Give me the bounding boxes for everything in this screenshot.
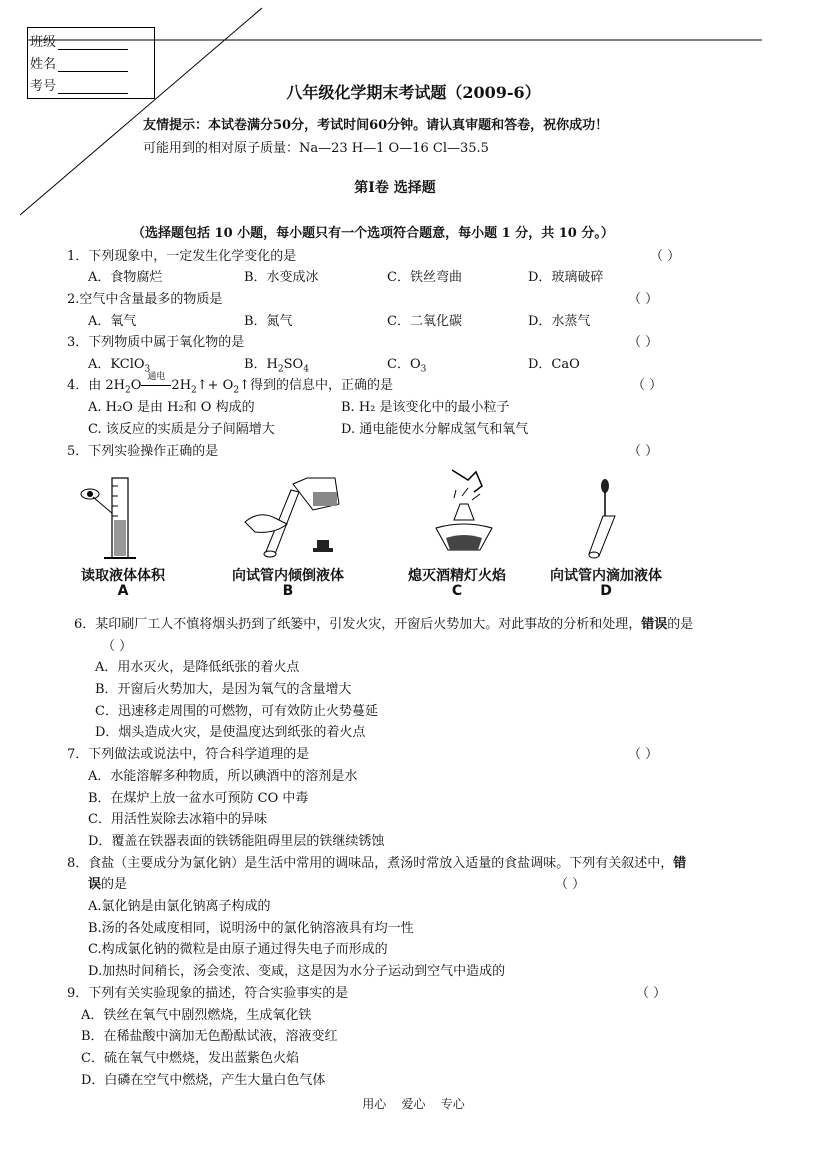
q8-option-d: D.加热时间稍长，汤会变浓、变咸，这是因为水分子运动到空气中造成的 xyxy=(88,964,506,979)
page-title: 八年级化学期末考试题（2009-6） xyxy=(286,83,541,102)
q8-stem-cont: 误的是 xyxy=(88,877,128,892)
q1-stem: 1．下列现象中，一定发生化学变化的是 xyxy=(67,249,297,264)
q7-option-b: B．在煤炉上放一盆水可预防 CO 中毒 xyxy=(88,791,309,806)
q1-option-d: D．玻璃破碎 xyxy=(528,270,604,285)
section-title: 第Ⅰ卷 选择题 xyxy=(354,180,436,196)
label-c: C xyxy=(451,583,463,599)
q6-option-a: A．用水灭火，是降低纸张的着火点 xyxy=(95,660,300,675)
q1-option-b: B．水变成冰 xyxy=(244,270,319,285)
caption-c: 熄灭酒精灯火焰 xyxy=(408,568,506,584)
q7-option-d: D．覆盖在铁器表面的铁锈能阻碍里层的铁继续锈蚀 xyxy=(88,834,385,849)
figure-dropper-test-tube xyxy=(585,476,625,560)
q2-answer-paren: （ ） xyxy=(628,292,659,307)
label-d: D xyxy=(600,583,612,599)
q3-answer-paren: （ ） xyxy=(628,335,659,350)
q2-stem: 2.空气中含量最多的物质是 xyxy=(67,292,223,307)
caption-d: 向试管内滴加液体 xyxy=(550,568,662,584)
q8-stem: 8．食盐（主要成分为氯化钠）是生活中常用的调味品，煮汤时常放入适量的食盐调味。下列有关叙述中，错 xyxy=(67,856,687,871)
q6-option-c: C．迅速移走周围的可燃物，可有效防止火势蔓延 xyxy=(95,704,378,719)
q1-answer-paren: （ ） xyxy=(650,249,681,264)
q2-option-b: B．氮气 xyxy=(244,314,293,329)
q2-option-d: D．水蒸气 xyxy=(528,314,591,329)
figure-graduated-cylinder xyxy=(78,472,148,564)
q7-option-a: A．水能溶解多种物质，所以碘酒中的溶剂是水 xyxy=(88,769,358,784)
name-field: 姓名 xyxy=(30,53,128,72)
q9-option-b: B．在稀盐酸中滴加无色酚酞试液，溶液变红 xyxy=(81,1029,338,1044)
q4-option-a: A. H₂O 是由 H₂和 O 构成的 xyxy=(88,400,255,415)
q8-option-c: C.构成氯化钠的微粒是由原子通过得失电子而形成的 xyxy=(88,942,388,957)
label-b: B xyxy=(282,583,294,599)
q5-answer-paren: （ ） xyxy=(628,444,659,459)
q7-option-c: C．用活性炭除去冰箱中的异味 xyxy=(88,812,267,827)
q9-option-a: A．铁丝在氧气中剧烈燃烧，生成氧化铁 xyxy=(81,1008,312,1023)
q4-condition: 通电 xyxy=(147,372,166,382)
q3-option-d: D．CaO xyxy=(528,357,580,372)
instructions: （选择题包括 10 小题，每小题只有一个选项符合题意，每小题 1 分，共 10 分。） xyxy=(132,226,614,241)
q4-option-d: D. 通电能使水分解成氢气和氧气 xyxy=(341,422,529,437)
q1-option-c: C．铁丝弯曲 xyxy=(387,270,462,285)
q7-answer-paren: （ ） xyxy=(628,747,659,762)
q4-stem: 4．由 $2H_2O$ 通电 $2H_2↑+$ $O_2↑$得到的信息中，正确的是 xyxy=(67,374,393,396)
q3-stem: 3．下列物质中属于氧化物的是 xyxy=(67,335,245,350)
figure-pouring-liquid xyxy=(235,470,355,560)
q9-option-c: C．硫在氧气中燃烧，发出蓝紫色火焰 xyxy=(81,1051,299,1066)
q8-option-a: A.氯化钠是由氯化钠离子构成的 xyxy=(88,899,271,914)
q2-option-a: A．氧气 xyxy=(88,314,137,329)
q8-answer-paren: （ ） xyxy=(555,877,586,892)
q7-stem: 7．下列做法或说法中，符合科学道理的是 xyxy=(67,747,310,762)
caption-a: 读取液体体积 xyxy=(81,568,165,584)
q3-option-c: C．$O_3$ xyxy=(387,357,427,375)
page-footer: 用心 爱心 专心 xyxy=(362,1097,465,1111)
q2-option-c: C．二氧化碳 xyxy=(387,314,462,329)
q3-option-a: A．KClO$_3$ xyxy=(88,357,151,375)
tip-text: 友情提示：本试卷满分50分，考试时间60分钟。请认真审题和答卷，祝你成功！ xyxy=(143,118,609,133)
q6-option-b: B．开窗后火势加大，是因为氧气的含量增大 xyxy=(95,682,352,697)
q3-option-b: B．$H_2SO_4$ xyxy=(244,357,309,375)
q6-stem: 6．某印刷厂工人不慎将烟头扔到了纸篓中，引发火灾，开窗后火势加大。对此事故的分析和处理，错误的是 xyxy=(74,617,694,632)
exam-number-field: 考号 xyxy=(30,75,128,94)
q4-option-c: C. 该反应的实质是分子间隔增大 xyxy=(88,422,275,437)
atomic-masses: 可能用到的相对原子质量：Na—23 H—1 O—16 Cl—35.5 xyxy=(143,141,489,156)
q9-stem: 9．下列有关实验现象的描述，符合实验事实的是 xyxy=(67,986,349,1001)
q9-answer-paren: （ ） xyxy=(636,986,667,1001)
caption-b: 向试管内倾倒液体 xyxy=(232,568,344,584)
class-field: 班级 xyxy=(30,31,128,50)
q6-answer-paren: （ ） xyxy=(102,639,133,654)
label-a: A xyxy=(117,583,129,599)
figure-alcohol-lamp xyxy=(424,466,504,560)
q4-option-b: B. H₂ 是该变化中的最小粒子 xyxy=(341,400,510,415)
q6-option-d: D．烟头造成火灾，是使温度达到纸张的着火点 xyxy=(95,725,366,740)
q9-option-d: D．白磷在空气中燃烧，产生大量白色气体 xyxy=(81,1073,326,1088)
q4-answer-paren: （ ） xyxy=(632,378,663,393)
q1-option-a: A．食物腐烂 xyxy=(88,270,163,285)
q8-option-b: B.汤的各处咸度相同，说明汤中的氯化钠溶液具有均一性 xyxy=(88,921,414,936)
q5-stem: 5．下列实验操作正确的是 xyxy=(67,444,219,459)
